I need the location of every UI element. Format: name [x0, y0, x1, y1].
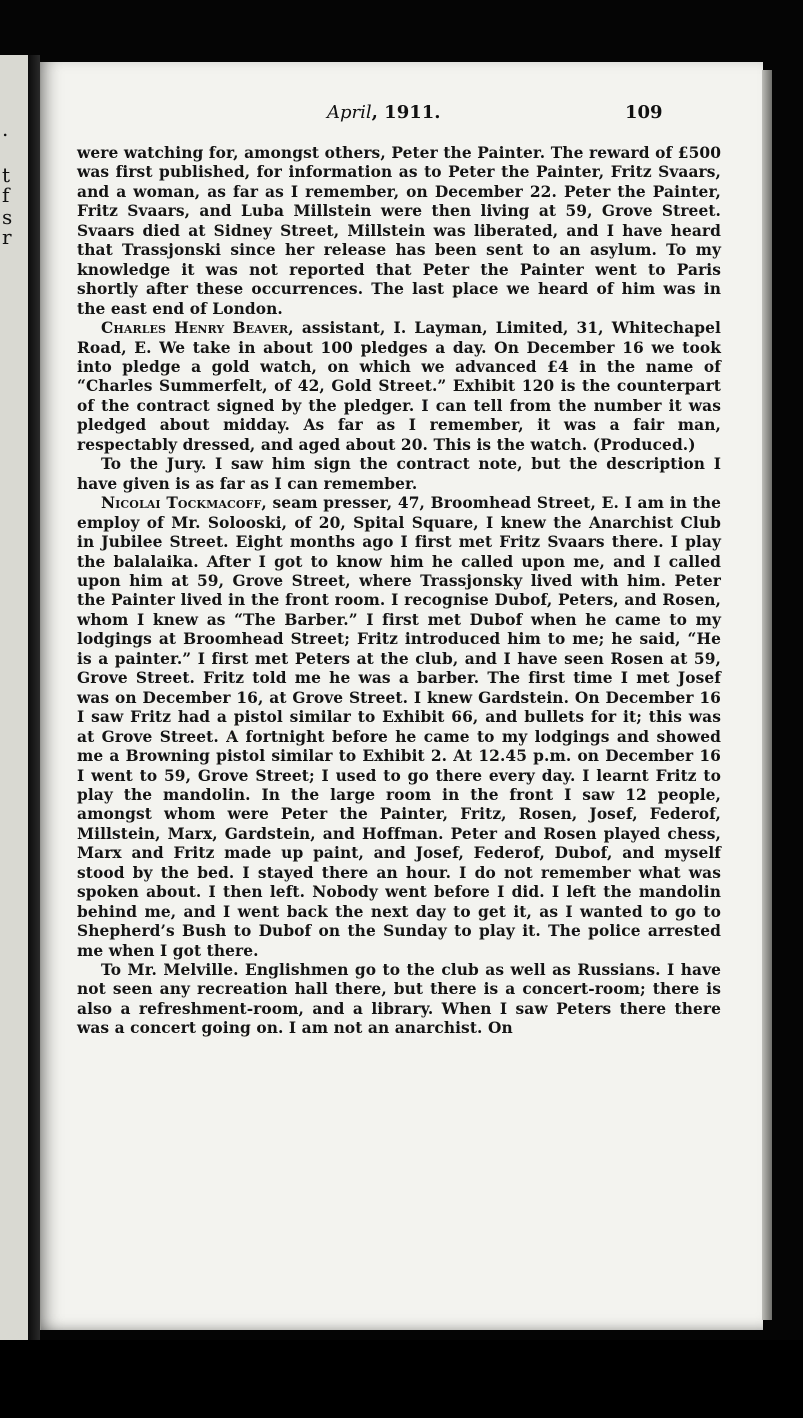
paragraph	[77, 319, 721, 455]
gutter-fragment: r	[2, 225, 12, 249]
paragraph	[77, 144, 721, 319]
facing-page-edge	[0, 55, 31, 1355]
paragraph	[77, 961, 721, 1039]
page-header	[41, 102, 763, 136]
gutter-fragment: s	[2, 205, 13, 229]
witness-name: Charles Henry Beaver	[101, 319, 289, 338]
gutter-fragment: f	[2, 183, 10, 207]
scan-background	[0, 1340, 803, 1418]
page-number: 109	[625, 102, 663, 123]
running-title	[327, 102, 441, 123]
paragraph-text: To Mr. Melville. Englishmen go to the club as well as Russians. I have not seen any recreation hall there, but there is a concert-room; there is also a refreshment-room, and a library. When I saw Peters there there was a concert going on. I am not an anarchist. On	[77, 961, 721, 1038]
page-stack-edge	[762, 70, 772, 1320]
paragraph	[77, 494, 721, 961]
running-title-month: April	[327, 102, 372, 123]
paragraph	[77, 455, 721, 494]
running-title-year: , 1911.	[371, 102, 441, 123]
gutter-fragment: t	[2, 163, 11, 187]
book-gutter	[28, 55, 40, 1345]
testimony-text	[77, 144, 721, 1039]
witness-name: Nicolai Tockmacoff	[101, 494, 262, 513]
paragraph-text: were watching for, amongst others, Peter the Painter. The reward of £500 was first published, for information as to Peter the Painter, Fritz Svaars, and a woman, as far as I remember, on December 22. Peter the Painter, Fritz Svaars, and Luba Millstein were then living at 59, Grove Street. Svaars died at Sidney Street, Millstein was liberated, and I have heard that Trassjonski since her release has been sent to an asylum. To my knowledge it was not reported that Peter the Painter went to Paris shortly after these occurrences. The last place we heard of him was in the east end of London.	[77, 144, 721, 318]
gutter-fragment: .	[2, 117, 9, 141]
paragraph-text: , assistant, I. Layman, Limited, 31, Whitechapel Road, E. We take in about 100 pledges a day. On December 16 we took into pledge a gold watch, on which we advanced £4 in the name of “Charles Summerfelt, of 42, Gold Street.” Exhibit 120 is the counterpart of the contract signed by the pledger. I can tell from the number it was pledged about midday. As far as I remember, it was a fair man, respectably dressed, and aged about 20. This is the watch. (Produced.)	[77, 319, 721, 454]
book-page	[40, 62, 763, 1330]
paragraph-text: To the Jury. I saw him sign the contract note, but the description I have given is as far as I can remember.	[77, 455, 721, 493]
paragraph-text: , seam presser, 47, Broomhead Street, E. I am in the employ of Mr. Solooski, of 20, Spital Square, I knew the Anarchist Club in Jubilee Street. Eight months ago I first met Fritz Svaars there. I play the balalaika. After I got to know him he called upon me, and I called upon him at 59, Grove Street, where Trassjonsky lived with him. Peter the Painter lived in the front room. I recognise Dubof, Peters, and Rosen, whom I knew as “The Barber.” I first met Dubof when he came to my lodgings at Broomhead Street; Fritz introduced him to me; he said, “He is a painter.” I first met Peters at the club, and I have seen Rosen at 59, Grove Street. Fritz told me he was a barber. The first time I met Josef was on December 16, at Grove Street. I knew Gardstein. On December 16 I saw Fritz had a pistol similar to Exhibit 66, and bullets for it; this was at Grove Street. A fortnight before he came to my lodgings and showed me a Browning pistol similar to Exhibit 2. At 12.45 p.m. on December 16 I went to 59, Grove Street; I used to go there every day. I learnt Fritz to play the mandolin. In the large room in the front I saw 12 people, amongst whom were Peter the Painter, Fritz, Rosen, Josef, Federof, Millstein, Marx, Gardstein, and Hoffman. Peter and Rosen played chess, Marx and Fritz made up paint, and Josef, Federof, Dubof, and myself stood by the bed. I stayed there an hour. I do not remember what was spoken about. I then left. Nobody went before I did. I left the mandolin behind me, and I went back the next day to get it, as I wanted to go to Shepherd’s Bush to Dubof on the Sunday to play it. The police arrested me when I got there.	[77, 494, 721, 960]
